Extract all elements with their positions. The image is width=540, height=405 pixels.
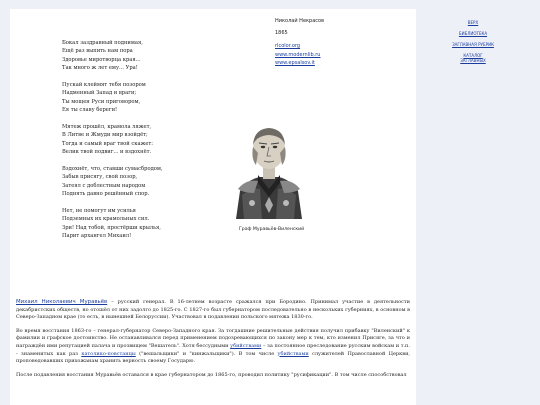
poem-stanza-4	[62, 165, 252, 199]
article-paragraph-2	[16, 328, 410, 366]
poem-line: Надменный Запад и враги;	[62, 90, 137, 97]
poem-line: Ея ты славу береги!	[62, 107, 118, 114]
poem-stanza-2	[62, 81, 252, 115]
poem-line: Велик твой подвиг... и вздохнёт.	[62, 149, 152, 156]
poem-year: 1865	[275, 30, 288, 36]
murders-link-1[interactable]: убийствами	[230, 342, 262, 349]
nav-link-library[interactable]: БИБЛИОТЕКА	[458, 31, 488, 36]
poem-line: Ты мощен Руси приговором,	[62, 98, 141, 105]
poem	[62, 39, 252, 249]
sidebar-nav	[450, 20, 496, 63]
nav-link-main-rubric[interactable]: ЗАГЛАВНАЯ РУБРИК	[452, 42, 494, 47]
poem-line: Вздохнёт, что, ставши сумасбродом,	[62, 166, 163, 173]
author-name: Николай Некрасов	[275, 18, 325, 24]
poem-stanza-5	[62, 207, 252, 241]
poem-line: Ещё раз выпить нам пора	[62, 48, 133, 55]
poem-line: Подземных их крамольных сил.	[62, 216, 150, 223]
article-paragraph-1	[16, 299, 410, 322]
poem-line: Бокал заздравный поднимая,	[62, 40, 143, 46]
poem-line: Мятеж прошёл, крамола ляжет,	[62, 124, 152, 131]
poem-line: Тогда и самый враг твой скажет:	[62, 140, 154, 147]
rebels-link[interactable]: католико-повстанцы	[81, 350, 136, 357]
article-text-span: служителей Православной Церкви, проповедовавших прихожанам хранить верность своему Государю.	[16, 350, 410, 365]
nav-link-catalog[interactable]: КАТАЛОГ ЗАГЛАВНЫХ	[460, 53, 486, 63]
poem-stanza-1	[62, 39, 252, 73]
source-link-1[interactable]: rlcolor.org	[275, 43, 301, 49]
muravyov-link[interactable]: Михаил Николаевич Муравьёв	[16, 299, 108, 305]
poem-meta	[275, 18, 415, 68]
article-paragraph-3: После подавления восстания Муравьёв оставался в крае губернатором до 1865-го, проводил политику "русификации". В том числе способствовал	[16, 371, 407, 378]
murders-link-2[interactable]: убийствами	[277, 350, 309, 357]
page-content	[10, 9, 416, 405]
poem-line: Так много ж лет ему... Ура!	[62, 65, 138, 72]
source-link-3[interactable]: www.epsalsov.it	[275, 60, 315, 67]
poem-line: Пускай клеймят тебя позором	[62, 82, 146, 89]
nav-link-top[interactable]: ВЕРХ	[467, 20, 479, 25]
article-text-span: ("вешальщики" и "кинжальщики"). В том числе	[135, 350, 278, 357]
poem-line: Здоровье миротворца края...	[62, 56, 141, 63]
article-text-span: – русский генерал. В 16-летнем возрасте сражался при Бородино. Принимал участие в деятельности декабристских обществ, но отошёл от них задолго до 1825-го. С 1827-го был губернатором последовательно в нескольких губерниях, в основном в Северо-Западном крае (то есть, в нынешней Белоруссии). Участвовал в подавлении польского мятежа 1830-го.	[16, 299, 410, 321]
poem-line: Поднять давно решённый спор.	[62, 191, 150, 198]
poem-line: Зри! Над тобой, простёрши крылья,	[62, 224, 161, 231]
poem-line: Затеял с доблестным народом	[62, 182, 146, 189]
poem-line: Парит архангел Михаил!	[62, 233, 132, 240]
article-text-span: – за постоянное преследование русским войскам и т.п. - знаменитых как раз	[16, 342, 410, 357]
poem-line: Нет, не помогут им усилья	[62, 208, 136, 215]
article-text	[16, 299, 410, 385]
portrait-caption: Граф Муравьёв-Виленский	[239, 227, 305, 232]
poem-stanza-3	[62, 123, 252, 157]
poem-line: Забыв присягу, свой позор,	[62, 174, 138, 181]
article-text-span: Во время восстания 1863-го – генерал-губернатор Северо-Западного края. За тогдашние решительные действия получил прибавку "Виленский" к фамилии и графское достоинство. Не останавливался перед применением подозревающихся по закону мер к тем, кто изменил Присяге, за что и награждён ими репутацией палача и прозвищем "Вешатель". Хотя бессудными	[16, 327, 410, 349]
portrait-image	[232, 109, 306, 219]
poem-line: В Литве и Жмуди мир взойдёт;	[62, 132, 148, 139]
source-link-2[interactable]: www.modernlib.ru	[275, 51, 321, 58]
